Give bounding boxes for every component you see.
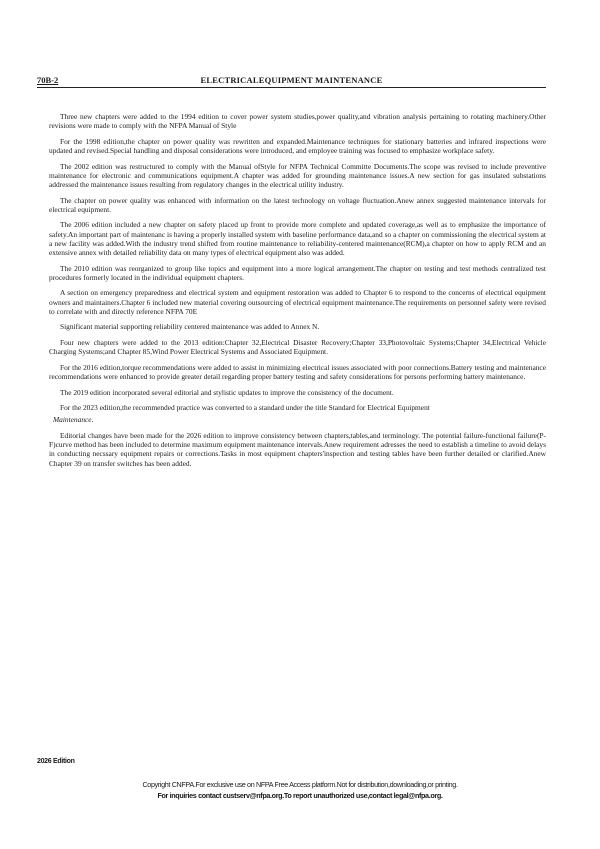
paragraph-emergency-preparedness: A section on emergency preparedness and electrical system and equipment restoration was added to Chapter 6 to respond to the concerns of electrical equipment owners and maintainers.Chapter 6 included new material covering outsourcing of electrical equipment maintenance.The requirements on personnel safety were revised to correlate with and directly reference NFPA 70E — [49, 288, 546, 316]
copyright-line-2: For inquiries contact custserv@nfpa.org.To report unauthorized use,contact legal@nfpa.org. — [157, 791, 443, 800]
body-text — [49, 112, 546, 474]
paragraph-power-quality: The chapter on power quality was enhanced with information on the latest technology on voltage fluctuation.Anew annex suggested maintenance intervals for electrical equipment. — [49, 195, 546, 214]
paragraph-2016-edition: For the 2016 edition,torque recommendations were added to assist in minimizing electrical issues associated with poor connections.Battery testing and maintenance recommendations were enhanced to provide greater detail regarding proper battery testing and safety considerations for persons performing battery maintenance. — [49, 362, 546, 381]
paragraph-2019-edition: The 2019 edition incorporated several editorial and stylistic updates to improve the consistency of the document. — [60, 387, 394, 397]
running-title: ELECTRICALEQUIPMENT MAINTENANCE — [200, 75, 383, 85]
paragraph-2023-edition: For the 2023 edition,the recommended practice was converted to a standard under the title Standard for Electrical Equipment — [60, 403, 430, 413]
standard-title-continuation: Maintenance. — [53, 415, 94, 425]
paragraph-1994-edition: Three new chapters were added to the 1994 edition to cover power system studies,power quality,and vibration analysis pertaining to rotating machinery.Other revisions were made to comply with the NFPA Manual of Style — [49, 112, 546, 131]
copyright-line-1: Copyright CNFPA.For exclusive use on NFPA Free Access platform.Not for distribution,downloading,or printing. — [142, 780, 458, 789]
running-header — [37, 75, 546, 88]
copyright-notice — [0, 779, 600, 801]
edition-label: 2026 Edition — [37, 758, 75, 765]
paragraph-2002-edition: The 2002 edition was restructured to comply with the Manual ofStyle for NFPA Technical Committe Documents.The scope was revised to include preventive maintenance for electronic and communications equipment.A chapter was added for grounding maintenance issues.A new section for gas insulated substations addressed the maintenance issues resulting from regulatory changes in the electrical utility industry. — [49, 161, 546, 189]
paragraph-annex-n: Significant material supporting reliability centered maintenance was added to Annex N. — [60, 322, 320, 332]
paragraph-1998-edition: For the 1998 edition,the chapter on power quality was rewritten and expanded.Maintenance techniques for stationary batteries and infrared inspections were updated and revised.Special handling and disposal considerations were introduced, and employee training was focused to emphasize workplace safety. — [49, 136, 546, 155]
paragraph-2010-edition: The 2010 edition was reorganized to group like topics and equipment into a more logical arrangement.The chapter on testing and test methods centralized test procedures formerly located in the individual equipment chapters. — [49, 263, 546, 282]
paragraph-2006-edition: The 2006 edition included a new chapter on safety placed up front to provide more complete and updated coverage,as well as to emphasize the importance of safety.An important part of maintenanc is having a properly installed system with baseline performance data,and so a chapter on commissioning the electrical system at a new facility was added.With the industry trend shifted from routine maintenance to reliability-centered maintenance(RCM),a chapter on how to apply RCM and an extensive annex with detailed reliability data on many types of electrical equipment also was added. — [49, 220, 546, 257]
paragraph-2026-edition: Editorial changes have been made for the 2026 edition to improve consistency between chapters,tables,and terminology. The potential failure-functional failure(P-F)curve method has been included to determine maximum equipment maintenance intervals.Anew requirement adresses the need to establish a timeline to avoid delays in conducting necssary equipment repairs or corrections.Tasks in most equipment chapters'inspection and testing tables have been further detailed or clarified.Anew Chapter 39 on transfer switches has been added. — [49, 430, 546, 468]
paragraph-2013-edition: Four new chapters were added to the 2013 edition:Chapter 32,Electrical Disaster Recovery;Chapter 33,Photovoltaic Systems;Chapter 34,Electrical Vehicle Charging Systems;and Chapter 85,Wind Power Electrical Systems and Associated Equipment. — [49, 337, 546, 357]
page-number: 70B-2 — [37, 75, 59, 85]
